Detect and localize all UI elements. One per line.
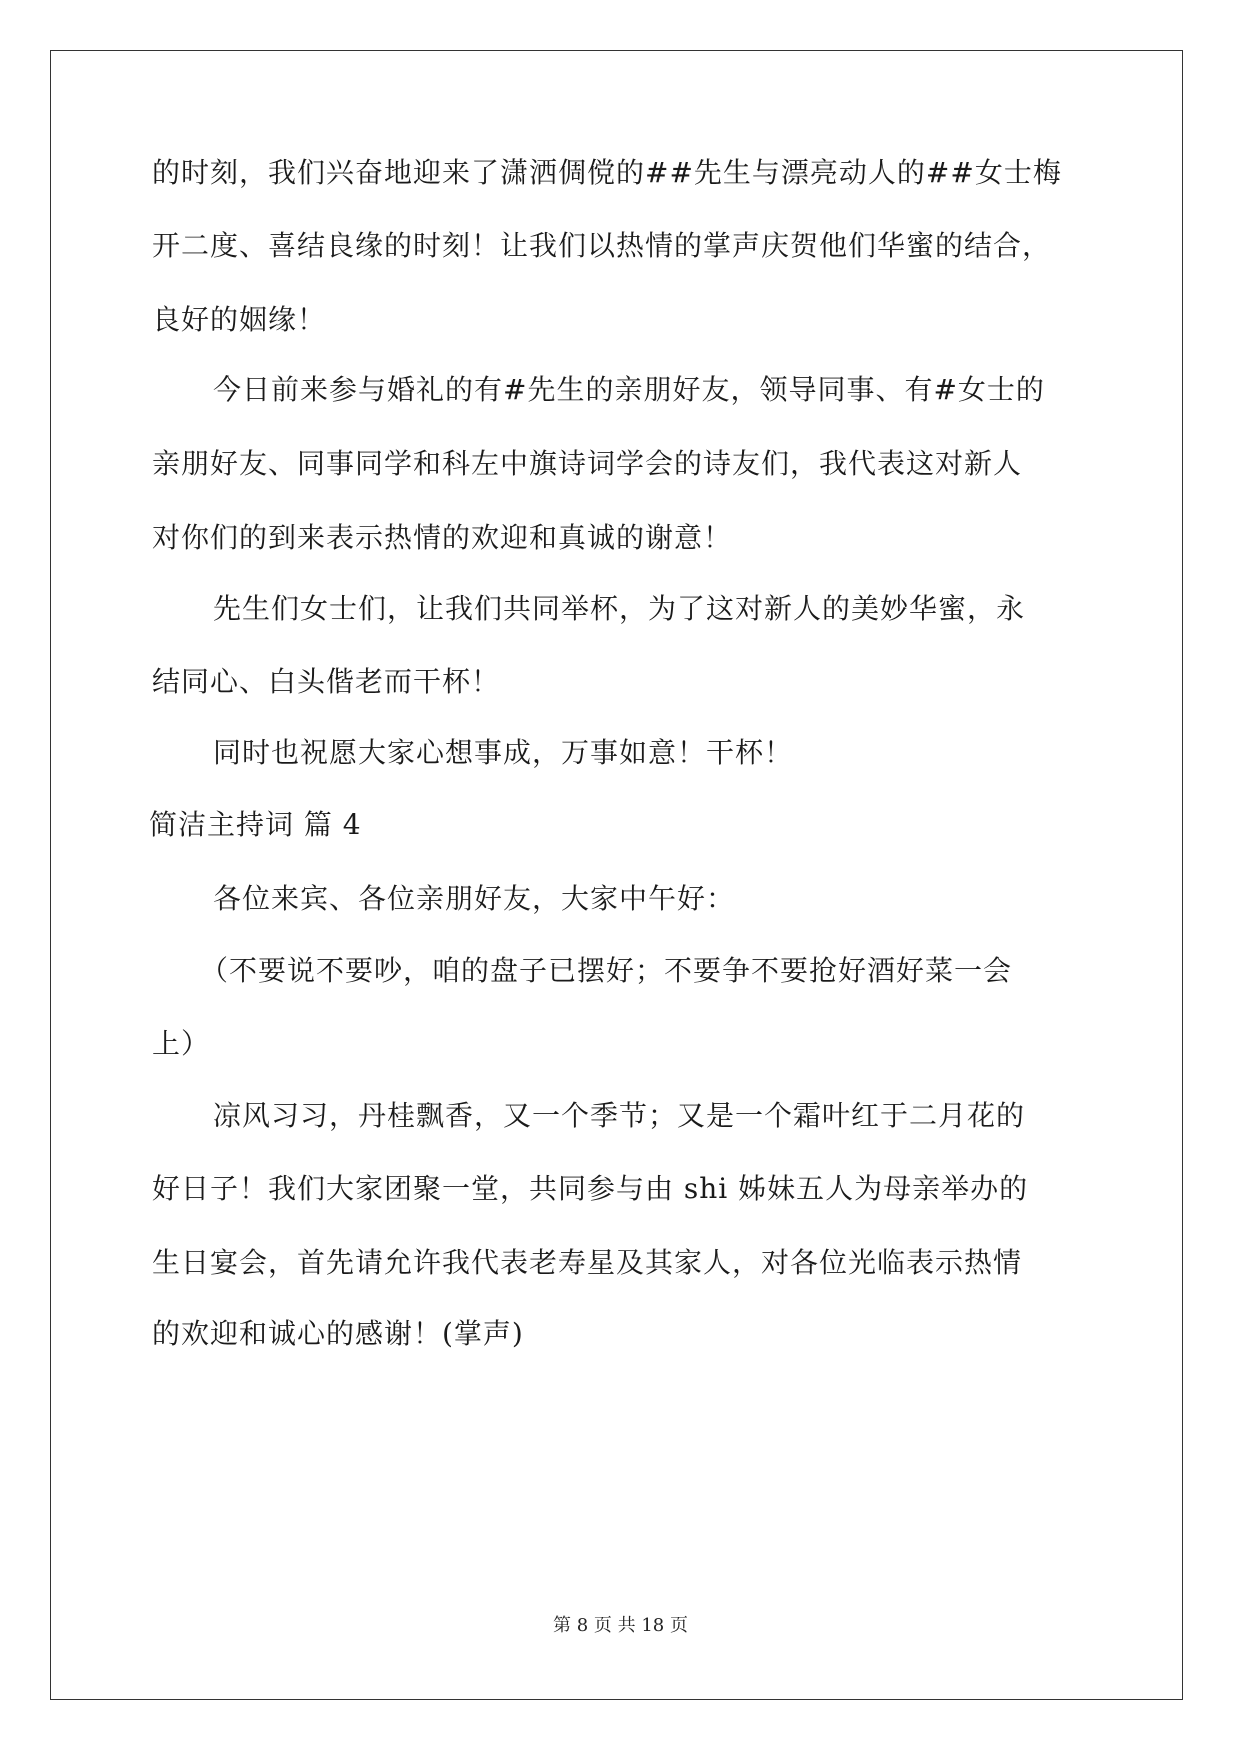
section-heading: 简洁主持词 篇 4	[149, 808, 362, 841]
paragraph-start: 各位来宾、各位亲朋好友，大家中午好：	[213, 882, 736, 915]
paragraph-start: 先生们女士们，让我们共同举杯，为了这对新人的美妙华蜜，永	[213, 592, 1026, 625]
paragraph-start: 同时也祝愿大家心想事成，万事如意！干杯！	[213, 736, 794, 769]
paragraph-start: （不要说不要吵，咱的盘子已摆好；不要争不要抢好酒好菜一会	[200, 954, 1013, 987]
text-line: 生日宴会，首先请允许我代表老寿星及其家人，对各位光临表示热情	[152, 1246, 1023, 1279]
text-line: 上）	[152, 1027, 211, 1060]
text-line: 的欢迎和诚心的感谢！(掌声)	[152, 1317, 524, 1350]
paragraph-start: 今日前来参与婚礼的有#先生的亲朋好友，领导同事、有#女士的	[213, 373, 1045, 406]
text-line: 良好的姻缘！	[152, 303, 327, 336]
page-number: 第 8 页 共 18 页	[553, 1615, 688, 1636]
text-line: 亲朋好友、同事同学和科左中旗诗词学会的诗友们，我代表这对新人	[152, 447, 1023, 480]
text-line: 好日子！我们大家团聚一堂，共同参与由 shi 姊妹五人为母亲举办的	[152, 1172, 1029, 1205]
text-line: 的时刻，我们兴奋地迎来了潇洒倜傥的##先生与漂亮动人的##女士梅	[152, 156, 1062, 189]
page-border	[50, 50, 1183, 1700]
paragraph-start: 凉风习习，丹桂飘香，又一个季节；又是一个霜叶红于二月花的	[213, 1099, 1026, 1132]
text-line: 结同心、白头偕老而干杯！	[152, 665, 501, 698]
text-line: 开二度、喜结良缘的时刻！让我们以热情的掌声庆贺他们华蜜的结合，	[152, 229, 1052, 262]
text-line: 对你们的到来表示热情的欢迎和真诚的谢意！	[152, 521, 733, 554]
